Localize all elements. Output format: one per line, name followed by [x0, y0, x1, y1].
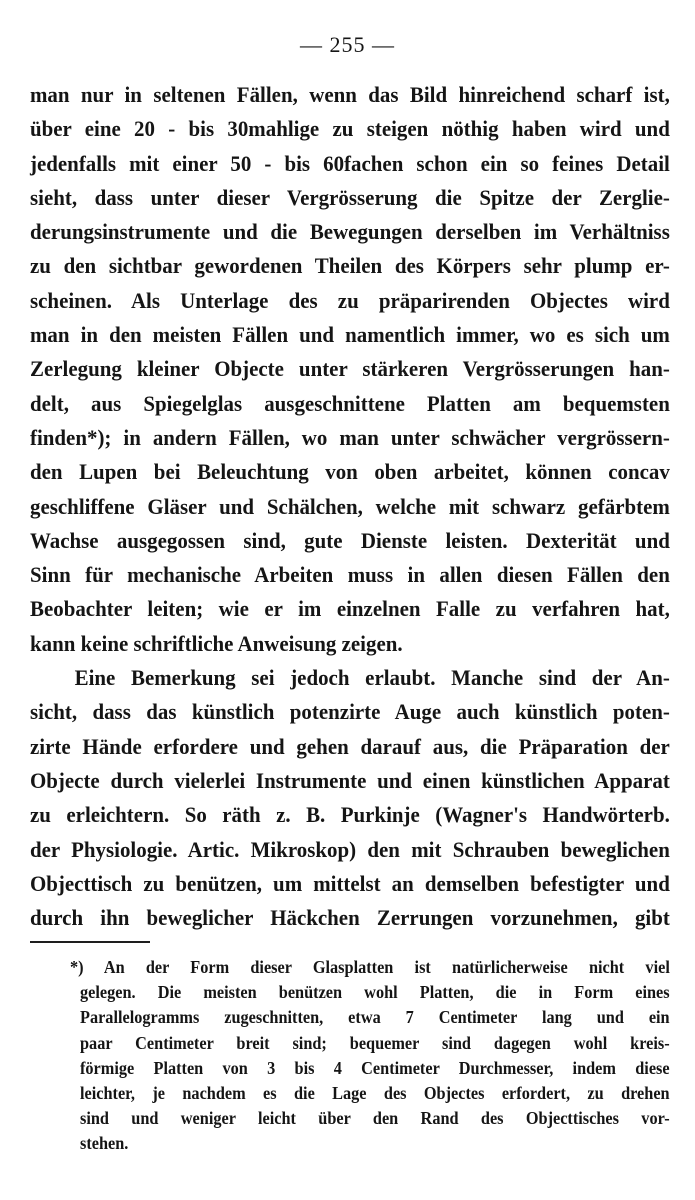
footnote-line: *) An der Form dieser Glasplatten ist natürlicherweise nicht viel	[70, 957, 670, 977]
text-line: man in den meisten Fällen und namentlich immer, wo es sich um	[30, 322, 670, 348]
footnote	[70, 955, 670, 1157]
text-line: den Lupen bei Beleuchtung von oben arbeitet, können concav	[30, 459, 670, 485]
text-line: Objecte durch vielerlei Instrumente und einen künstlichen Apparat	[30, 767, 670, 793]
text-line: Objecttisch zu benützen, um mittelst an demselben befestigter und	[30, 870, 670, 896]
text-line: durch ihn beweglicher Häckchen Zerrungen vorzunehmen, gibt	[30, 905, 670, 931]
footnote-line: förmige Platten von 3 bis 4 Centimeter Durchmesser, indem diese	[80, 1057, 670, 1078]
footnote-line: Parallelogramms zugeschnitten, etwa 7 Centimeter lang und ein	[80, 1007, 670, 1028]
text-line: scheinen. Als Unterlage des zu präparirenden Objectes wird	[30, 287, 670, 313]
text-line: kann keine schriftliche Anweisung zeigen.	[30, 630, 403, 656]
text-line: Wachse ausgegossen sind, gute Dienste leisten. Dexterität und	[30, 527, 670, 553]
text-line: zu erleichtern. So räth z. B. Purkinje (Wagner's Handwörterb.	[30, 802, 670, 828]
text-line: Eine Bemerkung sei jedoch erlaubt. Manche sind der An-	[74, 665, 670, 691]
text-line: sieht, dass unter dieser Vergrösserung die Spitze der Zerglie-	[30, 184, 670, 210]
text-line: sicht, dass das künstlich potenzirte Auge auch künstlich poten-	[30, 699, 670, 725]
text-line: man nur in seltenen Fällen, wenn das Bild hinreichend scharf ist,	[30, 82, 670, 107]
footnote-line: leichter, je nachdem es die Lage des Objectes erfordert, zu drehen	[80, 1082, 670, 1103]
text-line: Sinn für mechanische Arbeiten muss in allen diesen Fällen den	[30, 562, 670, 588]
text-line: Zerlegung kleiner Objecte unter stärkeren Vergrösserungen han-	[30, 356, 670, 382]
text-line: zu den sichtbar gewordenen Theilen des Körpers sehr plump er-	[30, 253, 670, 279]
main-text	[30, 78, 670, 935]
text-line: zirte Hände erfordere und gehen darauf aus, die Präparation der	[30, 733, 670, 759]
text-line: der Physiologie. Artic. Mikroskop) den mit Schrauben beweglichen	[30, 836, 670, 862]
text-line: derungsinstrumente und die Bewegungen derselben im Verhältniss	[30, 219, 670, 245]
text-line: über eine 20 - bis 30mahlige zu steigen nöthig haben wird und	[30, 116, 670, 142]
text-line: geschliffene Gläser und Schälchen, welche mit schwarz gefärbtem	[30, 493, 670, 519]
text-line: jedenfalls mit einer 50 - bis 60fachen schon ein so feines Detail	[30, 150, 670, 176]
footnote-line: gelegen. Die meisten benützen wohl Platten, die in Form eines	[80, 982, 670, 1003]
footnote-divider	[30, 941, 150, 943]
text-line: finden*); in andern Fällen, wo man unter schwächer vergrössern-	[30, 424, 670, 450]
footnote-line: paar Centimeter breit sind; bequemer sind dagegen wohl kreis-	[80, 1032, 670, 1053]
footnote-line: sind und weniger leicht über den Rand des Objecttisches vor-	[80, 1108, 670, 1129]
page-number: — 255 —	[300, 32, 395, 57]
text-line: Beobachter leiten; wie er im einzelnen Falle zu verfahren hat,	[30, 596, 670, 622]
footnote-line: stehen.	[80, 1133, 129, 1154]
text-line: delt, aus Spiegelglas ausgeschnittene Platten am bequemsten	[30, 390, 670, 416]
